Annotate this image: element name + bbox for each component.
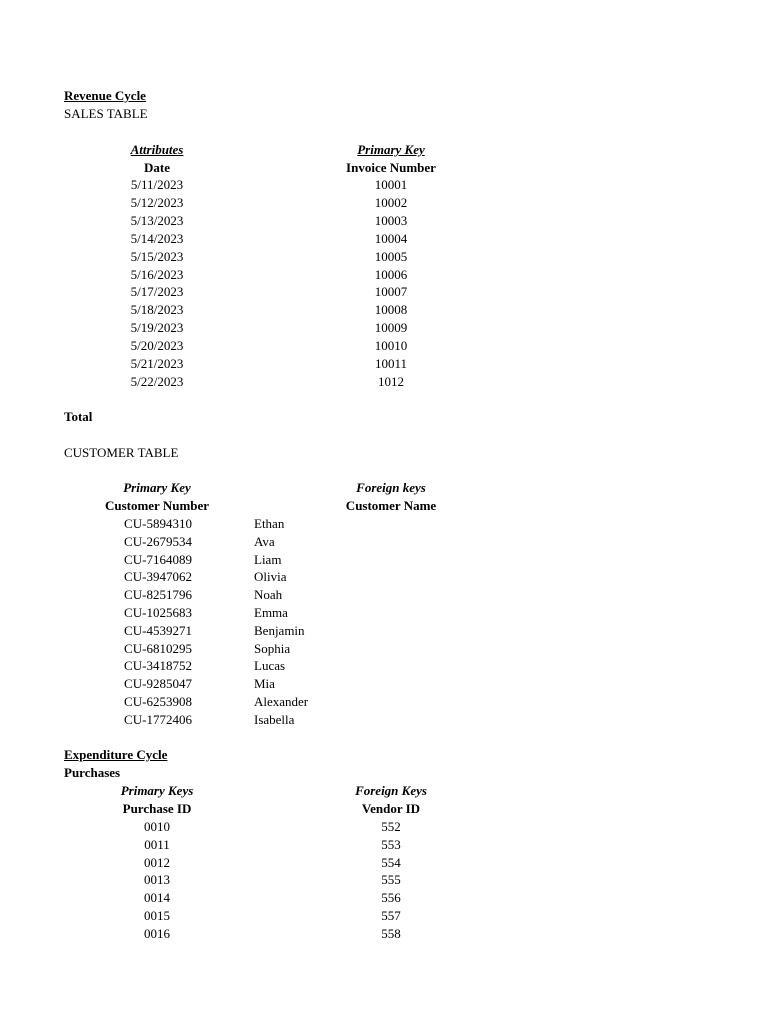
sales-invoice-cell: 10003 bbox=[374, 212, 408, 228]
purchases-foreign-keys-label: Foreign Keys bbox=[355, 783, 427, 798]
sales-invoice-cell: 10008 bbox=[374, 302, 408, 318]
customer-name-cell: Olivia bbox=[254, 569, 287, 585]
revenue-cycle-heading: Revenue Cycle bbox=[64, 88, 146, 103]
purchase-id-cell: 0012 bbox=[144, 854, 170, 870]
customer-name-cell: Liam bbox=[254, 551, 282, 567]
vendor-id-cell: 553 bbox=[381, 836, 401, 852]
sales-date-cell: 5/14/2023 bbox=[130, 230, 184, 246]
vendor-id-cell: 556 bbox=[381, 890, 401, 906]
purchase-id-cell: 0011 bbox=[144, 836, 170, 852]
sales-total-label: Total bbox=[64, 409, 93, 424]
sales-invoice-cell: 10001 bbox=[374, 177, 408, 192]
sales-primary-key-label: Primary Key bbox=[357, 142, 425, 157]
customer-primary-key-label: Primary Key bbox=[123, 480, 191, 495]
purchase-id-cell: 0010 bbox=[144, 819, 170, 834]
sales-attributes-label: Attributes bbox=[130, 142, 184, 157]
vendor-id-header: Vendor ID bbox=[361, 801, 421, 816]
customer-name-cell: Ethan bbox=[254, 516, 285, 531]
sales-date-cell: 5/15/2023 bbox=[130, 248, 184, 264]
customer-number-cell: CU-6253908 bbox=[124, 694, 192, 709]
vendor-id-cell: 558 bbox=[381, 925, 401, 941]
purchases-primary-keys-label: Primary Keys bbox=[120, 783, 194, 798]
customer-number-cell: CU-3418752 bbox=[124, 658, 192, 674]
sales-date-cell: 5/22/2023 bbox=[130, 373, 184, 389]
sales-date-cell: 5/16/2023 bbox=[130, 266, 184, 282]
customer-name-cell: Benjamin bbox=[254, 622, 305, 638]
sales-date-cell: 5/17/2023 bbox=[130, 284, 184, 300]
purchase-id-cell: 0014 bbox=[144, 890, 170, 906]
customer-number-cell: CU-1772406 bbox=[124, 711, 192, 727]
sales-date-cell: 5/21/2023 bbox=[130, 356, 184, 371]
vendor-id-cell: 555 bbox=[381, 872, 401, 888]
sales-invoice-cell: 10006 bbox=[374, 266, 408, 282]
sales-table-title: SALES TABLE bbox=[64, 106, 148, 121]
customer-number-cell: CU-5894310 bbox=[124, 516, 192, 531]
purchases-title: Purchases bbox=[64, 765, 121, 780]
sales-invoice-cell: 10005 bbox=[374, 248, 408, 264]
customer-number-cell: CU-4539271 bbox=[124, 622, 192, 638]
customer-name-cell: Emma bbox=[254, 605, 288, 620]
sales-date-cell: 5/12/2023 bbox=[130, 194, 184, 210]
customer-number-cell: CU-3947062 bbox=[124, 569, 192, 585]
customer-number-cell: CU-2679534 bbox=[124, 533, 192, 549]
sales-date-header: Date bbox=[144, 160, 170, 175]
purchase-id-header: Purchase ID bbox=[122, 801, 192, 816]
expenditure-cycle-heading: Expenditure Cycle bbox=[64, 747, 168, 762]
customer-foreign-keys-label: Foreign keys bbox=[356, 480, 426, 495]
customer-name-cell: Mia bbox=[254, 676, 275, 692]
customer-name-cell: Alexander bbox=[254, 694, 309, 709]
customer-name-cell: Ava bbox=[254, 533, 275, 549]
sales-invoice-header: Invoice Number bbox=[346, 160, 436, 175]
customer-number-header: Customer Number bbox=[104, 498, 210, 513]
customer-name-cell: Isabella bbox=[254, 711, 295, 727]
sales-invoice-cell: 10004 bbox=[374, 230, 408, 246]
purchase-id-cell: 0013 bbox=[144, 872, 170, 888]
sales-invoice-cell: 10007 bbox=[374, 284, 408, 300]
sales-date-cell: 5/18/2023 bbox=[130, 302, 184, 318]
sales-date-cell: 5/13/2023 bbox=[130, 212, 184, 228]
customer-number-cell: CU-1025683 bbox=[124, 605, 192, 620]
vendor-id-cell: 554 bbox=[381, 854, 401, 870]
customer-number-cell: CU-9285047 bbox=[124, 676, 192, 692]
customer-name-cell: Lucas bbox=[254, 658, 286, 674]
vendor-id-cell: 552 bbox=[381, 819, 401, 834]
customer-number-cell: CU-7164089 bbox=[124, 551, 192, 567]
customer-number-cell: CU-6810295 bbox=[124, 640, 192, 656]
sales-invoice-cell: 10009 bbox=[374, 320, 408, 336]
purchase-id-cell: 0015 bbox=[144, 908, 170, 923]
sales-invoice-cell: 10011 bbox=[374, 356, 408, 371]
purchase-id-cell: 0016 bbox=[144, 925, 170, 941]
sales-invoice-cell: 1012 bbox=[378, 373, 404, 389]
vendor-id-cell: 557 bbox=[381, 908, 401, 923]
customer-name-cell: Sophia bbox=[254, 640, 291, 656]
sales-date-cell: 5/11/2023 bbox=[130, 177, 184, 192]
customer-name-cell: Noah bbox=[254, 587, 283, 603]
customer-name-header: Customer Name bbox=[345, 498, 437, 513]
sales-invoice-cell: 10010 bbox=[374, 338, 408, 354]
sales-date-cell: 5/20/2023 bbox=[130, 338, 184, 354]
sales-date-cell: 5/19/2023 bbox=[130, 320, 184, 336]
sales-invoice-cell: 10002 bbox=[374, 194, 408, 210]
customer-number-cell: CU-8251796 bbox=[124, 587, 192, 603]
customer-table-title: CUSTOMER TABLE bbox=[64, 445, 179, 460]
